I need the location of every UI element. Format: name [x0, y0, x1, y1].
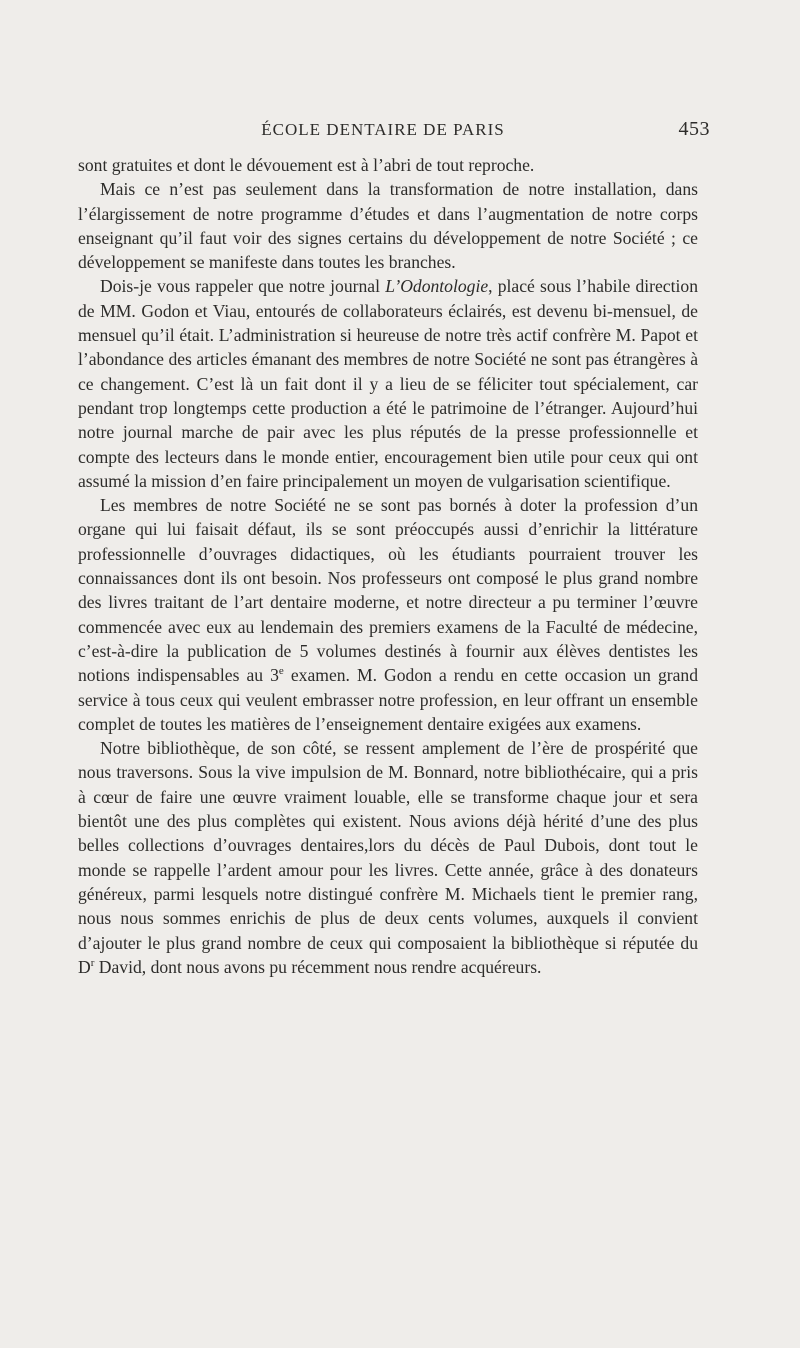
paragraph-didactic-works: [78, 493, 698, 736]
paragraph-library: [78, 736, 698, 979]
running-header: [78, 118, 710, 146]
paragraph-installation-development: [78, 177, 698, 274]
running-title: ÉCOLE DENTAIRE DE PARIS: [261, 120, 505, 139]
journal-title: L’Odontologie: [385, 276, 489, 297]
paragraph-text: sont gratuites et dont le dévouement est à l’abri de tout reproche.: [78, 155, 535, 175]
paragraph-text-after: examen. M. Godon a rendu en cette occasion un grand service à tous ceux qui veulent embrasser notre profession, en leur offrant un ensemble complet de toutes les matières de l’enseignement dentaire exigées aux examens.: [78, 665, 699, 734]
page-number: 453: [678, 118, 710, 140]
body-text: [78, 153, 698, 979]
title-superscript: r: [90, 956, 95, 969]
paragraph-continuation: [78, 153, 698, 177]
paragraph-text-after: David, dont nous avons pu récemment nous rendre acquéreurs.: [94, 956, 542, 977]
paragraph-text-before: Notre bibliothèque, de son côté, se ressent amplement de l’ère de prospérité que nous traversons. Sous la vive impulsion de M. Bonnard, notre bibliothécaire, qui a pris à cœur de faire une œuvre vraiment louable, elle se transforme chaque jour et sera bientôt une des plus complètes qui existent. Nous avions déjà hérité d’une des plus belles collections d’ouvrages dentaires,lors du décès de Paul Dubois, dont tout le monde se rappelle l’ardent amour pour les livres. Cette année, grâce à des donateurs généreux, parmi lesquels notre distingué confrère M. Michaels tient le premier rang, nous nous sommes enrichis de plus de deux cents volumes, auxquels il convient d’ajouter le plus grand nombre de ceux qui composaient la bibliothèque si réputée du D: [78, 738, 698, 977]
paragraph-text-after: , placé sous l’habile direction de MM. Godon et Viau, entourés de collaborateurs éclairés, est devenu bi-mensuel, de mensuel qu’il était. L’administration si heureuse de notre très actif confrère M. Papot et l’abondance des articles émanant des membres de notre Société ne sont pas étrangères à ce changement. C’est là un fait dont il y a lieu de se féliciter tout spécialement, car pendant trop longtemps cette production a été le patrimoine de l’étranger. Aujourd’hui notre journal marche de pair avec les plus réputés de la presse professionnelle et compte des lecteurs dans le monde entier, encouragement bien utile pour ceux qui ont assumé la mission d’en faire principalement un moyen de vulgarisation scientifique.: [78, 276, 698, 491]
paragraph-text-before: Les membres de notre Société ne se sont pas bornés à doter la profession d’un organe qui lui faisait défaut, ils se sont préoccupés aussi d’enrichir la littérature professionnelle d’ouvrages didactiques, où les étudiants pourraient trouver les connaissances dont ils ont besoin. Nos professeurs ont composé le plus grand nombre des livres traitant de l’art dentaire moderne, et notre directeur a pu terminer l’œuvre commencée avec eux au lendemain des premiers examens de la Faculté de médecine, c’est-à-dire la publication de 5 volumes destinés à fournir aux élèves dentistes les notions indispensables au 3: [78, 495, 698, 686]
paragraph-text: Mais ce n’est pas seulement dans la transformation de notre installation, dans l’élargissement de notre programme d’études et dans l’augmentation de notre corps enseignant qu’il faut voir des signes certains du développement de notre Société ; ce développement se manifeste dans toutes les branches.: [78, 179, 698, 273]
paragraph-journal: [78, 274, 698, 493]
ordinal-superscript: e: [278, 665, 284, 678]
paragraph-text-before: Dois-je vous rappeler que notre journal: [100, 276, 386, 297]
